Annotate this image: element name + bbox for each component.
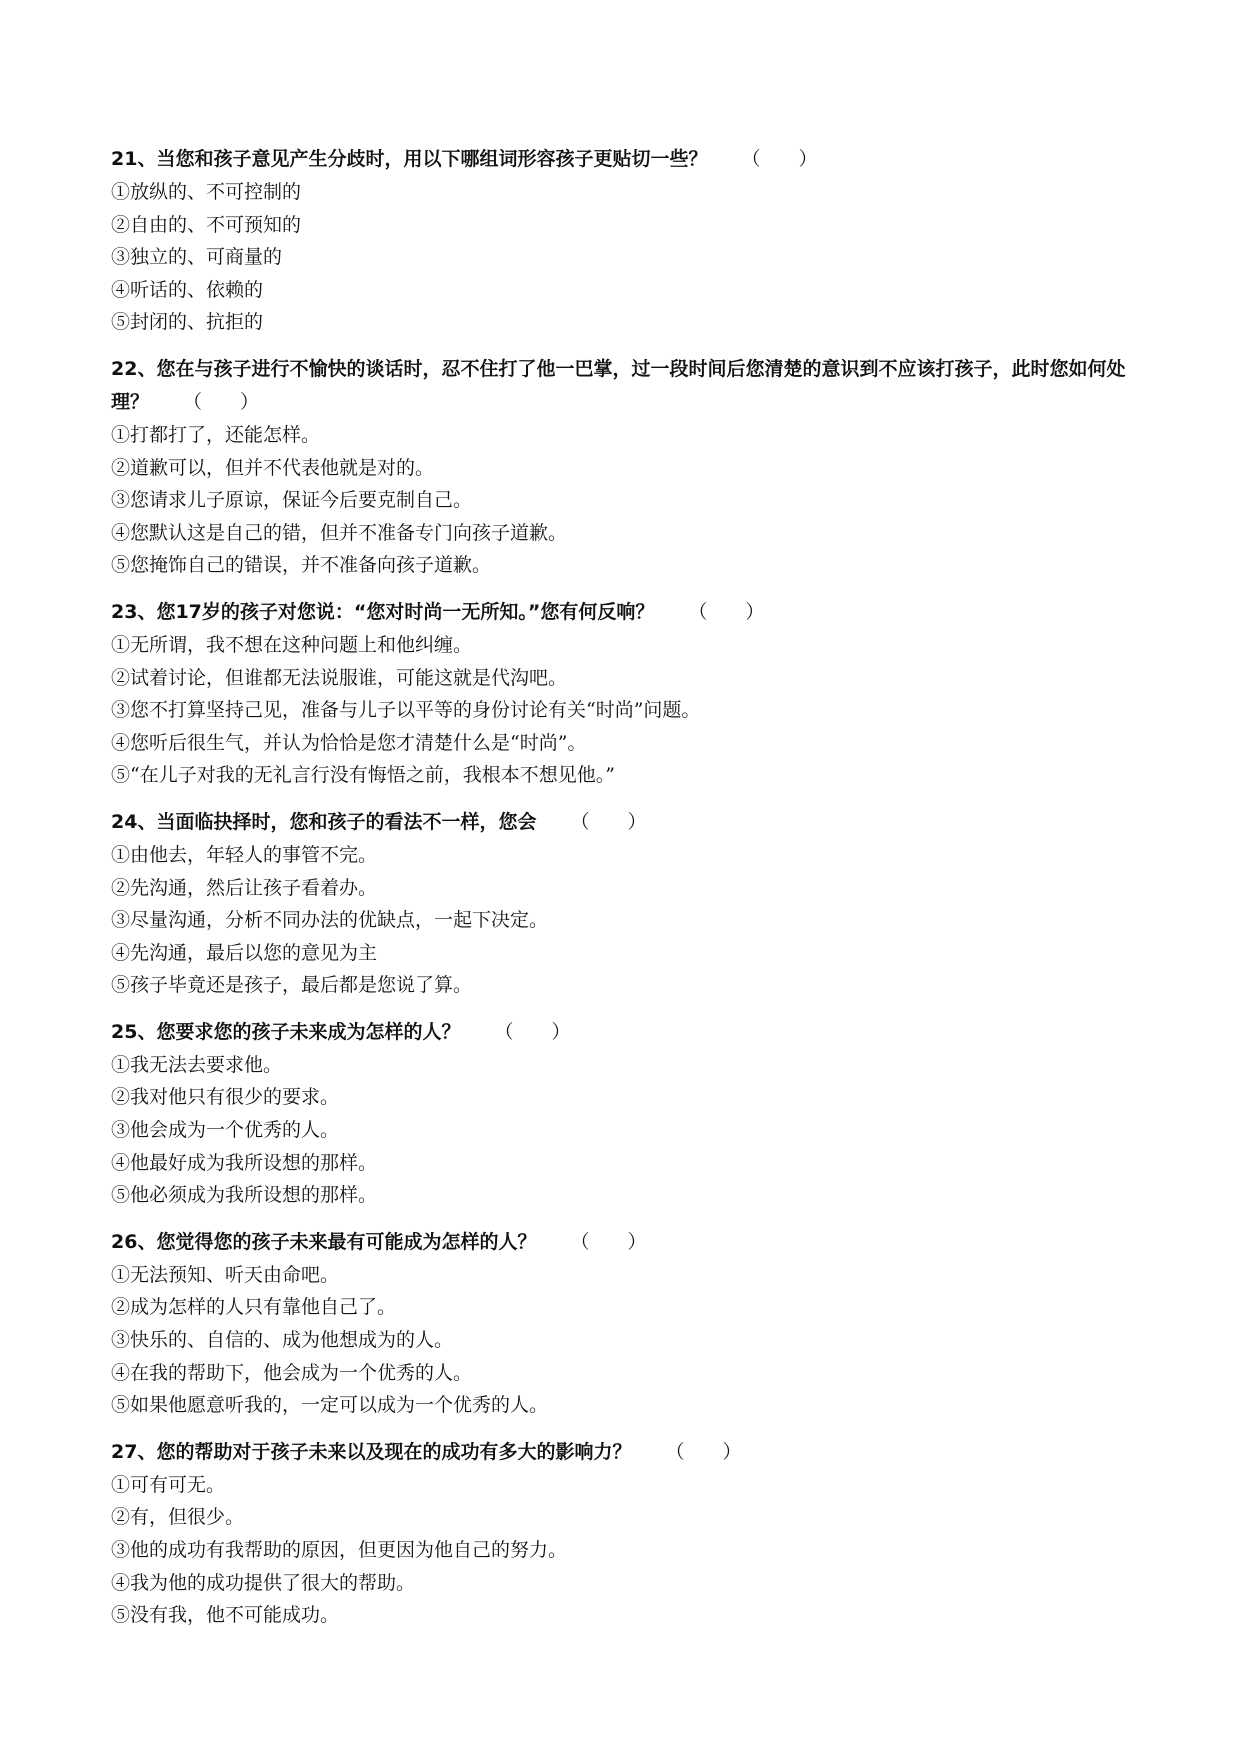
option-1: ①可有可无。 — [111, 1473, 226, 1496]
option-4: ④您默认这是自己的错，但并不准备专门向孩子道歉。 — [111, 521, 568, 544]
question-22 — [111, 353, 1141, 582]
option-5: ⑤您掩饰自己的错误，并不准备向孩子道歉。 — [111, 554, 492, 577]
answer-blank: （ ） — [183, 390, 260, 413]
option-1: ①无所谓，我不想在这种问题上和他纠缠。 — [111, 633, 473, 656]
option-5: ⑤如果他愿意听我的，一定可以成为一个优秀的人。 — [111, 1394, 549, 1417]
option-4: ④在我的帮助下，他会成为一个优秀的人。 — [111, 1361, 473, 1384]
question-title — [111, 1436, 1141, 1469]
option-4: ④听话的、依赖的 — [111, 278, 264, 301]
option-4: ④我为他的成功提供了很大的帮助。 — [111, 1571, 416, 1594]
option-4: ④先沟通，最后以您的意见为主 — [111, 941, 378, 964]
option-3: ③他的成功有我帮助的原因，但更因为他自己的努力。 — [111, 1539, 568, 1561]
option-4: ④您听后很生气，并认为恰恰是您才清楚什么是“时尚”。 — [111, 731, 587, 754]
option-2: ②成为怎样的人只有靠他自己了。 — [111, 1296, 397, 1319]
questionnaire-page — [111, 143, 1141, 1646]
option-2: ②道歉可以，但并不代表他就是对的。 — [111, 456, 435, 479]
question-text: 22、您在与孩子进行不愉快的谈话时，忍不住打了他一巴掌，过一段时间后您清楚的意识到不应该打孩子，此时您如何处理？ — [111, 357, 1126, 413]
answer-blank: （ ） — [665, 1440, 742, 1463]
answer-blank: （ ） — [494, 1020, 571, 1043]
question-title — [111, 143, 1141, 176]
option-1: ①无法预知、听天由命吧。 — [111, 1263, 340, 1286]
option-3: ③您请求儿子原谅，保证今后要克制自己。 — [111, 489, 473, 512]
question-25 — [111, 1016, 1141, 1212]
question-26 — [111, 1226, 1141, 1422]
option-5: ⑤没有我，他不可能成功。 — [111, 1604, 340, 1627]
option-1: ①打都打了，还能怎样。 — [111, 423, 321, 446]
question-text: 27、您的帮助对于孩子未来以及现在的成功有多大的影响力？ — [111, 1440, 632, 1463]
question-title — [111, 353, 1141, 419]
option-2: ②有，但很少。 — [111, 1506, 245, 1529]
answer-blank: （ ） — [570, 810, 647, 833]
question-text: 21、当您和孩子意见产生分歧时，用以下哪组词形容孩子更贴切一些？ — [111, 148, 708, 170]
option-2: ②试着讨论，但谁都无法说服谁，可能这就是代沟吧。 — [111, 666, 568, 689]
question-text: 24、当面临抉择时，您和孩子的看法不一样，您会 — [111, 810, 537, 833]
option-1: ①放纵的、不可控制的 — [111, 181, 302, 203]
question-23 — [111, 596, 1141, 792]
question-text: 26、您觉得您的孩子未来最有可能成为怎样的人？ — [111, 1230, 537, 1253]
question-21 — [111, 143, 1141, 339]
option-3: ③快乐的、自信的、成为他想成为的人。 — [111, 1329, 454, 1352]
option-4: ④他最好成为我所设想的那样。 — [111, 1151, 378, 1174]
question-title — [111, 806, 1141, 839]
option-1: ①由他去，年轻人的事管不完。 — [111, 843, 378, 866]
option-5: ⑤封闭的、抗拒的 — [111, 311, 264, 334]
question-title — [111, 1226, 1141, 1259]
answer-blank: （ ） — [570, 1230, 647, 1253]
question-24 — [111, 806, 1141, 1002]
option-5: ⑤孩子毕竟还是孩子，最后都是您说了算。 — [111, 974, 473, 997]
option-3: ③他会成为一个优秀的人。 — [111, 1119, 340, 1142]
question-text: 25、您要求您的孩子未来成为怎样的人？ — [111, 1020, 461, 1043]
question-27 — [111, 1436, 1141, 1632]
option-3: ③尽量沟通，分析不同办法的优缺点，一起下决定。 — [111, 909, 549, 932]
option-2: ②我对他只有很少的要求。 — [111, 1086, 340, 1109]
option-5: ⑤他必须成为我所设想的那样。 — [111, 1184, 378, 1207]
question-title — [111, 596, 1141, 629]
question-text: 23、您17岁的孩子对您说：“您对时尚一无所知。”您有何反响？ — [111, 600, 655, 623]
answer-blank: （ ） — [688, 600, 765, 623]
option-3: ③独立的、可商量的 — [111, 246, 283, 269]
option-1: ①我无法去要求他。 — [111, 1053, 283, 1076]
option-5: ⑤“在儿子对我的无礼言行没有悔悟之前，我根本不想见他。” — [111, 764, 615, 787]
option-2: ②自由的、不可预知的 — [111, 213, 302, 236]
question-title — [111, 1016, 1141, 1049]
option-3: ③您不打算坚持己见，准备与儿子以平等的身份讨论有关“时尚”问题。 — [111, 699, 701, 722]
answer-blank: （ ） — [741, 148, 818, 170]
option-2: ②先沟通，然后让孩子看着办。 — [111, 876, 378, 899]
